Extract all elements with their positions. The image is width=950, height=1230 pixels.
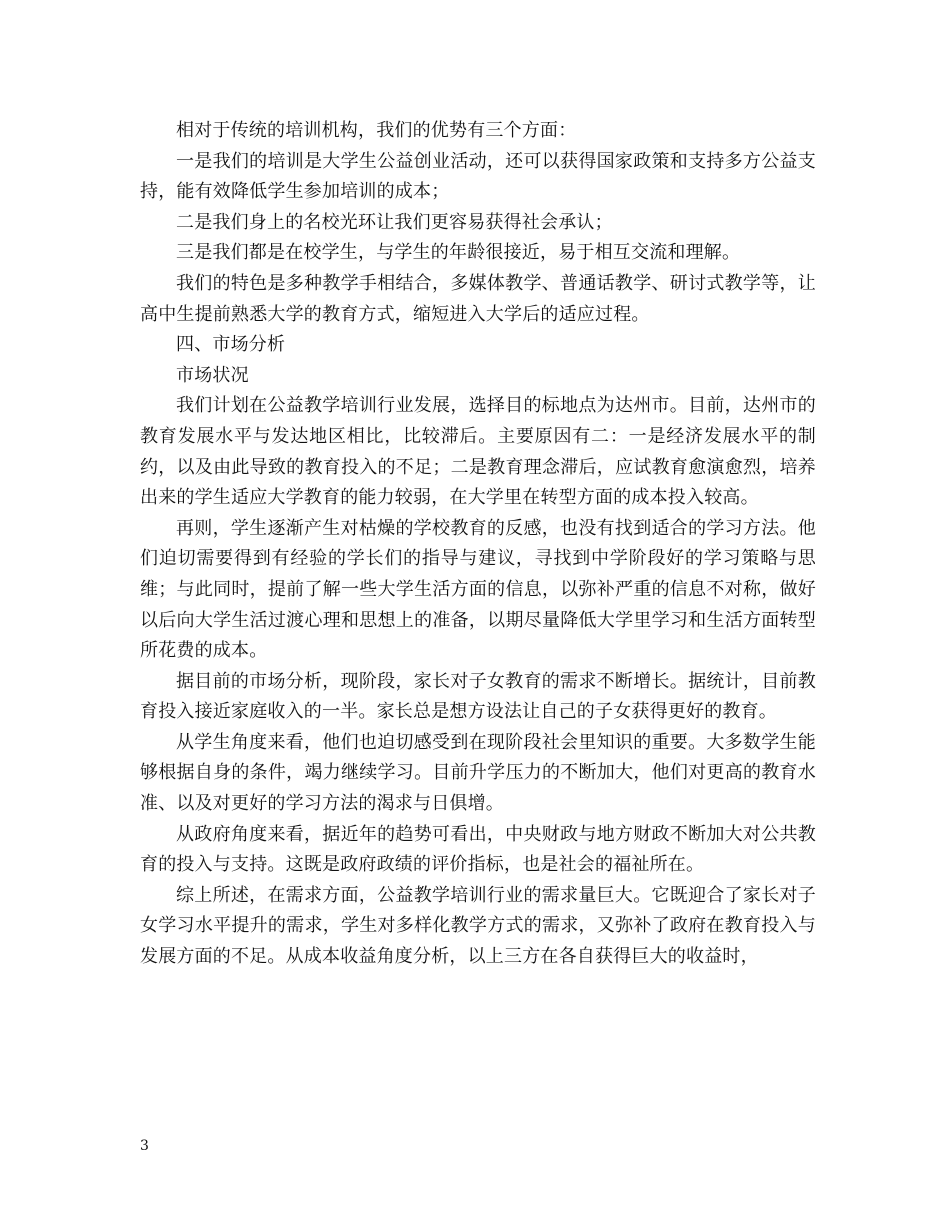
page-number: 3: [140, 1138, 149, 1154]
paragraph-advantage-two: 二是我们身上的名校光环让我们更容易获得社会承认；: [176, 211, 613, 233]
paragraph-student-perspective: 从学生角度来看，他们也迫切感受到在现阶段社会里知识的重要。大多数学生能够根据自身的条件，竭力继续学习。目前升学压力的不断加大，他们对更高的教育水准、以及对更好的学习方法的渴求与日俱增。: [140, 731, 816, 815]
paragraph-advantage-one: 一是我们的培训是大学生公益创业活动，还可以获得国家政策和支持多方公益支持，能有效降低学生参加培训的成本；: [140, 150, 816, 203]
paragraph-advantage-three: 三是我们都是在校学生，与学生的年龄很接近，易于相互交流和理解。: [176, 242, 741, 264]
paragraph-summary: 综上所述，在需求方面，公益教学培训行业的需求量巨大。它既迎合了家长对子女学习水平提升的需求，学生对多样化教学方式的需求，又弥补了政府在教育投入与发展方面的不足。从成本收益角度分析，以上三方在各自获得巨大的收益时，: [140, 884, 816, 968]
subheading-market-status: 市场状况: [176, 364, 249, 386]
paragraph-parent-demand: 据目前的市场分析，现阶段，家长对子女教育的需求不断增长。据统计，目前教育投入接近家庭收入的一半。家长总是想方设法让自己的子女获得更好的教育。: [140, 670, 816, 723]
paragraph-student-needs: 再则，学生逐渐产生对枯燥的学校教育的反感，也没有找到适合的学习方法。他们迫切需要得到有经验的学长们的指导与建议，寻找到中学阶段好的学习策略与思维；与此同时，提前了解一些大学生活方面的信息，以弥补严重的信息不对称，做好以后向大学生活过渡心理和思想上的准备，以期尽量降低大学里学习和生活方面转型所花费的成本。: [140, 517, 816, 662]
paragraph-advantages-intro: 相对于传统的培训机构，我们的优势有三个方面：: [176, 120, 577, 141]
section-heading-market-analysis: 四、市场分析: [176, 334, 286, 356]
paragraph-market-location: 我们计划在公益教学培训行业发展，选择目的标地点为达州市。目前，达州市的教育发展水平与发达地区相比，比较滞后。主要原因有二：一是经济发展水平的制约，以及由此导致的教育投入的不足；二是教育理念滞后，应试教育愈演愈烈，培养出来的学生适应大学教育的能力较弱，在大学里在转型方面的成本投入较高。: [140, 395, 816, 509]
paragraph-features: 我们的特色是多种教学手相结合，多媒体教学、普通话教学、研讨式教学等，让高中生提前熟悉大学的教育方式，缩短进入大学后的适应过程。: [140, 272, 816, 325]
document-body: [140, 116, 816, 973]
paragraph-government-perspective: 从政府角度来看，据近年的趋势可看出，中央财政与地方财政不断加大对公共教育的投入与支持。这既是政府政绩的评价指标，也是社会的福祉所在。: [140, 823, 816, 876]
